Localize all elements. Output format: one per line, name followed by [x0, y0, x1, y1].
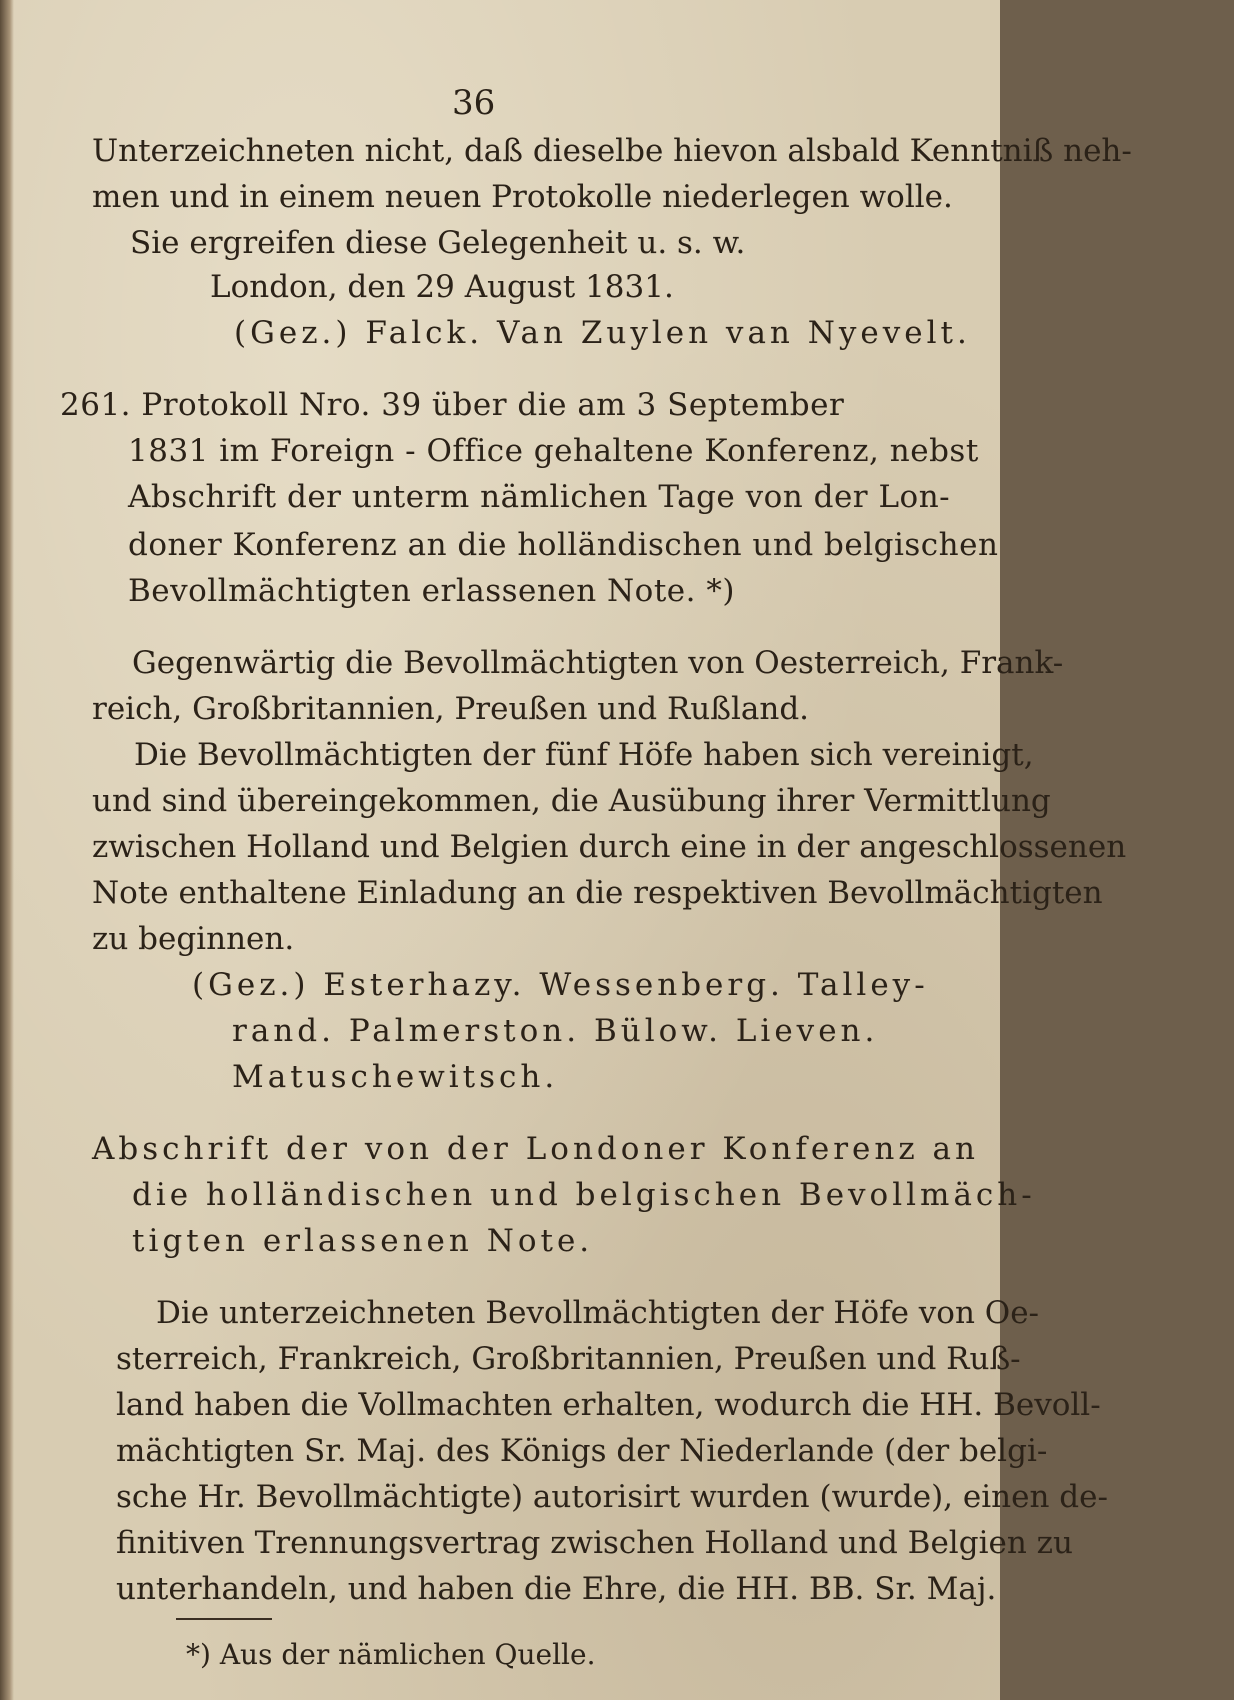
text-line: Unterzeichneten nicht, daß dieselbe hievon alsbald Kenntniß neh-	[92, 133, 1132, 169]
text-line: sche Hr. Bevollmächtigte) autorisirt wurden (wurde), einen de-	[116, 1479, 1108, 1515]
text-line: Die unterzeichneten Bevollmächtigten der Höfe von Oe-	[156, 1295, 1040, 1331]
section-heading: 1831 im Foreign - Office gehaltene Konferenz, nebst	[128, 433, 979, 469]
text-line: unterhandeln, und haben die Ehre, die HH. BB. Sr. Maj.	[116, 1571, 997, 1607]
text-line: sterreich, Frankreich, Großbritannien, Preußen und Ruß-	[116, 1341, 1021, 1377]
subheading: Abschrift der von der Londoner Konferenz an	[92, 1131, 979, 1167]
text-line: reich, Großbritannien, Preußen und Rußland.	[92, 691, 810, 727]
dateline: London, den 29 August 1831.	[210, 269, 674, 305]
signature-line: (Gez.) Falck. Van Zuylen van Nyevelt.	[234, 315, 971, 351]
text-line: mächtigten Sr. Maj. des Königs der Niederlande (der belgi-	[116, 1433, 1048, 1469]
text-line: Sie ergreifen diese Gelegenheit u. s. w.	[130, 225, 746, 261]
text-line: Gegenwärtig die Bevollmächtigten von Oesterreich, Frank-	[132, 645, 1064, 681]
signature-line: rand. Palmerston. Bülow. Lieven.	[232, 1013, 879, 1049]
section-heading: 261. Protokoll Nro. 39 über die am 3 September	[60, 387, 845, 423]
page-number: 36	[452, 83, 496, 123]
section-heading: Bevollmächtigten erlassenen Note. *)	[128, 573, 735, 609]
signature-line: (Gez.) Esterhazy. Wessenberg. Talley-	[192, 967, 929, 1003]
text-line: zwischen Holland und Belgien durch eine in der angeschlossenen	[92, 829, 1127, 865]
footnote-rule	[176, 1618, 272, 1620]
text-line: men und in einem neuen Protokolle niederlegen wolle.	[92, 179, 953, 215]
page-spine-shadow	[0, 0, 14, 1700]
subheading: die holländischen und belgischen Bevollmäch-	[132, 1177, 1036, 1213]
text-line: zu beginnen.	[92, 921, 295, 957]
text-line: finitiven Trennungsvertrag zwischen Holland und Belgien zu	[116, 1525, 1073, 1561]
subheading: tigten erlassenen Note.	[132, 1223, 594, 1259]
text-line: Note enthaltene Einladung an die respektiven Bevollmächtigten	[92, 875, 1103, 911]
text-line: Die Bevollmächtigten der fünf Höfe haben sich vereinigt,	[134, 737, 1034, 773]
section-heading: Abschrift der unterm nämlichen Tage von der Lon-	[128, 479, 951, 515]
footnote: *) Aus der nämlichen Quelle.	[186, 1638, 596, 1671]
section-heading: doner Konferenz an die holländischen und belgischen	[128, 527, 999, 563]
signature-line: Matuschewitsch.	[232, 1059, 559, 1095]
text-line: land haben die Vollmachten erhalten, wodurch die HH. Bevoll-	[116, 1387, 1101, 1423]
text-line: und sind übereingekommen, die Ausübung ihrer Vermittlung	[92, 783, 1051, 819]
